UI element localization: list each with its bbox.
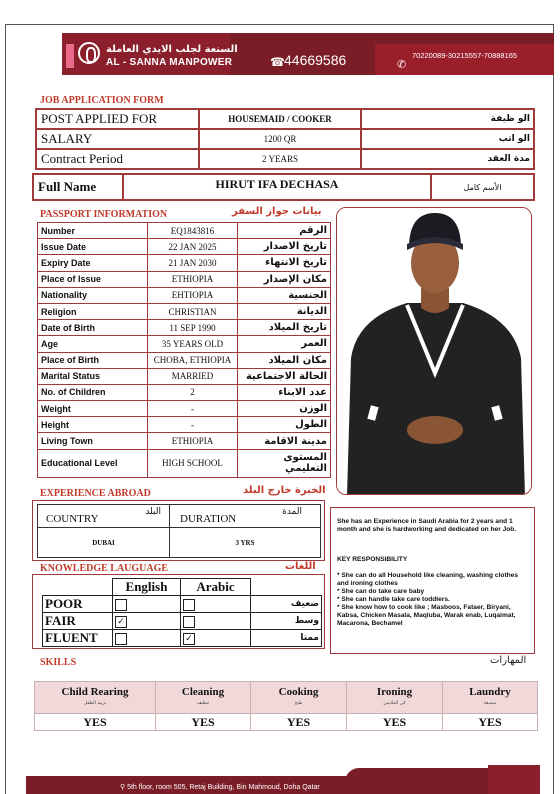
key-responsibility-title: KEY RESPONSIBILITY <box>337 556 408 563</box>
passport-label-ar: الديانة <box>238 303 331 319</box>
skill-label-ar: تربية الطفل <box>83 701 107 706</box>
language-en-cell <box>113 630 181 647</box>
passport-value: - <box>148 401 238 417</box>
language-level-label-ar: وسط <box>251 613 322 630</box>
header-accent-strip <box>66 44 74 68</box>
language-section-title: KNOWLEDGE LAUGUAGE <box>40 563 169 574</box>
experience-header-row <box>38 505 321 528</box>
checkbox-arabic[interactable] <box>183 599 195 611</box>
job-label: SALARY <box>36 129 199 149</box>
passport-label-ar: مكان الإصدار <box>238 271 331 287</box>
job-row <box>36 149 534 169</box>
language-level-label-ar: ضعيف <box>251 596 322 613</box>
passport-value: CHRISTIAN <box>148 303 238 319</box>
responsibility-item: * She can do take care baby <box>337 588 425 595</box>
duration-header <box>170 505 321 528</box>
skill-label: Child Rearing <box>61 686 129 698</box>
passport-label: Expiry Date <box>38 255 148 271</box>
passport-row <box>38 271 331 287</box>
passport-value: 35 YEARS OLD <box>148 336 238 352</box>
passport-label: Age <box>38 336 148 352</box>
passport-row <box>38 449 331 477</box>
passport-row <box>38 287 331 303</box>
passport-label-ar: العمر <box>238 336 331 352</box>
language-ar-cell <box>181 630 251 647</box>
experience-duration: 3 YRS <box>170 528 321 558</box>
experience-summary: She has an Experience in Saudi Arabia for 2 years and 1 month and she is hardworking and dedicated on her Job. <box>337 518 517 533</box>
passport-row <box>38 417 331 433</box>
language-ar-cell <box>181 613 251 630</box>
form-title: JOB APPLICATION FORM <box>40 95 164 106</box>
passport-section-title: PASSPORT INFORMATION <box>40 209 168 220</box>
passport-label: Marital Status <box>38 368 148 384</box>
passport-value: ETHIOPIA <box>148 433 238 449</box>
country-label-ar: البلد <box>145 507 161 517</box>
passport-label-ar: مكان الميلاد <box>238 352 331 368</box>
phone-number: 44669586 <box>284 52 347 68</box>
passport-label: Number <box>38 223 148 239</box>
passport-label: No. of Children <box>38 384 148 400</box>
full-name-row <box>33 174 534 200</box>
language-level-label: FAIR <box>43 613 113 630</box>
responsibility-list <box>337 572 528 628</box>
passport-label: Nationality <box>38 287 148 303</box>
full-name-label: Full Name <box>33 174 123 200</box>
responsibility-item: * She know how to cook like ; Masboos, Fataer, Biryani, Kabsa, Chicken Masala, Maqluba, Warak enab, Luqaimat, Macarona, Bechamel <box>337 604 516 627</box>
experience-summary-box <box>330 507 535 654</box>
passport-row <box>38 239 331 255</box>
passport-row <box>38 336 331 352</box>
passport-table <box>37 222 331 478</box>
country-label: COUNTRY <box>46 513 99 525</box>
passport-value: HIGH SCHOOL <box>148 449 238 477</box>
language-level-label-ar: ممتا <box>251 630 322 647</box>
passport-label-ar: الجنسية <box>238 287 331 303</box>
mobile-numbers: 70220089-30215557-70888165 <box>412 51 518 60</box>
full-name-table <box>32 173 535 201</box>
english-header: English <box>113 579 181 596</box>
skills-section-title: SKILLS <box>40 657 77 668</box>
passport-label: Height <box>38 417 148 433</box>
passport-label-ar: الحالة الاجتماعية <box>238 368 331 384</box>
passport-label: Issue Date <box>38 239 148 255</box>
passport-label: Religion <box>38 303 148 319</box>
passport-row <box>38 433 331 449</box>
full-name-label-ar: الأسم كامل <box>431 174 534 200</box>
experience-section-title: EXPERIENCE ABROAD <box>40 488 151 499</box>
language-en-cell <box>113 596 181 613</box>
passport-value: ETHIOPIA <box>148 271 238 287</box>
job-row <box>36 129 534 149</box>
skill-value: YES <box>251 714 347 730</box>
footer-accent <box>488 765 540 794</box>
passport-label-ar: تاريخ الانتهاء <box>238 255 331 271</box>
country-header <box>38 505 170 528</box>
passport-value: - <box>148 417 238 433</box>
passport-label: Place of Issue <box>38 271 148 287</box>
passport-label-ar: تاريخ الاصدار <box>238 239 331 255</box>
job-label-ar: الو ظيفة <box>361 109 534 129</box>
passport-label-ar: الوزن <box>238 401 331 417</box>
duration-label-ar: المدة <box>282 507 302 517</box>
job-label-ar: الو اتب <box>361 129 534 149</box>
language-level-label: POOR <box>43 596 113 613</box>
passport-label-ar: الطول <box>238 417 331 433</box>
job-table <box>35 108 535 170</box>
passport-row <box>38 384 331 400</box>
passport-value: EQ1843816 <box>148 223 238 239</box>
address-text: 5th floor, room 505, Retaj Building, Bin Mahmoud, Doha Qatar <box>127 784 320 791</box>
location-pin-icon: ⚲ <box>120 784 126 791</box>
language-table <box>42 578 322 647</box>
full-name-value: HIRUT IFA DECHASA <box>123 174 431 200</box>
passport-value: 2 <box>148 384 238 400</box>
passport-label-ar: مدينة الاقامة <box>238 433 331 449</box>
responsibility-item: * She can handle take care toddlers. <box>337 596 450 603</box>
skills-value-row <box>35 713 537 730</box>
applicant-photo <box>336 207 532 495</box>
skill-label: Ironing <box>376 686 413 698</box>
arabic-header: Arabic <box>181 579 251 596</box>
job-value: HOUSEMAID / COOKER <box>199 109 361 129</box>
applicant-photo-image <box>337 208 532 495</box>
language-en-cell <box>113 613 181 630</box>
language-header-row <box>43 579 322 596</box>
job-value: 1200 QR <box>199 129 361 149</box>
passport-label-ar: الرقم <box>238 223 331 239</box>
job-row <box>36 109 534 129</box>
passport-row <box>38 303 331 319</box>
skill-value: YES <box>35 714 156 730</box>
job-label-ar: مدة العقد <box>361 149 534 169</box>
skill-label: Cooking <box>278 686 319 698</box>
skill-header <box>443 682 537 713</box>
job-label: POST APPLIED FOR <box>36 109 199 129</box>
passport-row <box>38 255 331 271</box>
passport-label: Educational Level <box>38 449 148 477</box>
language-section-title-ar: اللغات <box>285 561 316 572</box>
phone-icon: ☎ <box>270 55 285 69</box>
passport-label-ar: عدد الابناء <box>238 384 331 400</box>
skills-table <box>34 681 538 731</box>
language-row <box>43 613 322 630</box>
passport-label: Place of Birth <box>38 352 148 368</box>
language-row <box>43 596 322 613</box>
passport-row <box>38 352 331 368</box>
language-level-label: FLUENT <box>43 630 113 647</box>
skill-header <box>156 682 251 713</box>
checkbox-arabic[interactable]: ✓ <box>183 633 195 645</box>
skills-section-title-ar: المهارات <box>490 655 527 666</box>
skill-label-ar: طبخ <box>294 701 303 706</box>
skill-value: YES <box>347 714 443 730</box>
language-row <box>43 630 322 647</box>
passport-label: Weight <box>38 401 148 417</box>
passport-value: CHOBA, ETHIOPIA <box>148 352 238 368</box>
company-name-arabic: السنعة لجلب الايدي العاملة <box>106 44 238 55</box>
passport-value: MARRIED <box>148 368 238 384</box>
skill-value: YES <box>156 714 251 730</box>
job-value: 2 YEARS <box>199 149 361 169</box>
passport-value: 21 JAN 2030 <box>148 255 238 271</box>
checkbox-english[interactable] <box>115 633 127 645</box>
skill-label: Cleaning <box>181 686 225 698</box>
language-corner-right <box>251 579 322 596</box>
mobile-icon: ✆ <box>397 58 407 71</box>
passport-label-ar: المستوى التعليمي <box>238 449 331 477</box>
company-logo-icon <box>78 42 100 64</box>
experience-row <box>38 528 321 558</box>
skill-header <box>347 682 443 713</box>
experience-table <box>37 504 321 558</box>
checkbox-english[interactable]: ✓ <box>115 616 127 628</box>
job-label: Contract Period <box>36 149 199 169</box>
language-ar-cell <box>181 596 251 613</box>
skill-value: YES <box>478 715 502 729</box>
experience-section-title-ar: الخبرة خارج البلد <box>243 485 326 496</box>
checkbox-arabic[interactable] <box>183 616 195 628</box>
responsibility-item: * She can do all Household like cleaning, washing clothes and ironing clothes <box>337 572 519 587</box>
skill-label: Laundry <box>469 686 511 698</box>
passport-row <box>38 320 331 336</box>
skill-label-ar: كي الملابس <box>383 701 406 706</box>
skill-header <box>35 682 156 713</box>
passport-value: EHTIOPIA <box>148 287 238 303</box>
experience-country: DUBAI <box>38 528 170 558</box>
language-corner <box>43 579 113 596</box>
company-name: AL - SANNA MANPOWER <box>106 57 233 68</box>
passport-row <box>38 368 331 384</box>
checkbox-english[interactable] <box>115 599 127 611</box>
passport-value: 11 SEP 1990 <box>148 320 238 336</box>
passport-label-ar: تاريخ الميلاد <box>238 320 331 336</box>
passport-label: Date of Birth <box>38 320 148 336</box>
passport-value: 22 JAN 2025 <box>148 239 238 255</box>
passport-row <box>38 401 331 417</box>
passport-section-title-ar: بيانات جواز السفر <box>232 206 322 217</box>
passport-row <box>38 223 331 239</box>
passport-label: Living Town <box>38 433 148 449</box>
skill-label-ar: تنظيف <box>196 701 210 706</box>
skill-header <box>251 682 347 713</box>
footer-address <box>120 783 320 791</box>
skill-label-ar: مصبغة <box>483 701 497 706</box>
duration-label: DURATION <box>180 513 237 525</box>
skills-header-row <box>35 682 537 713</box>
